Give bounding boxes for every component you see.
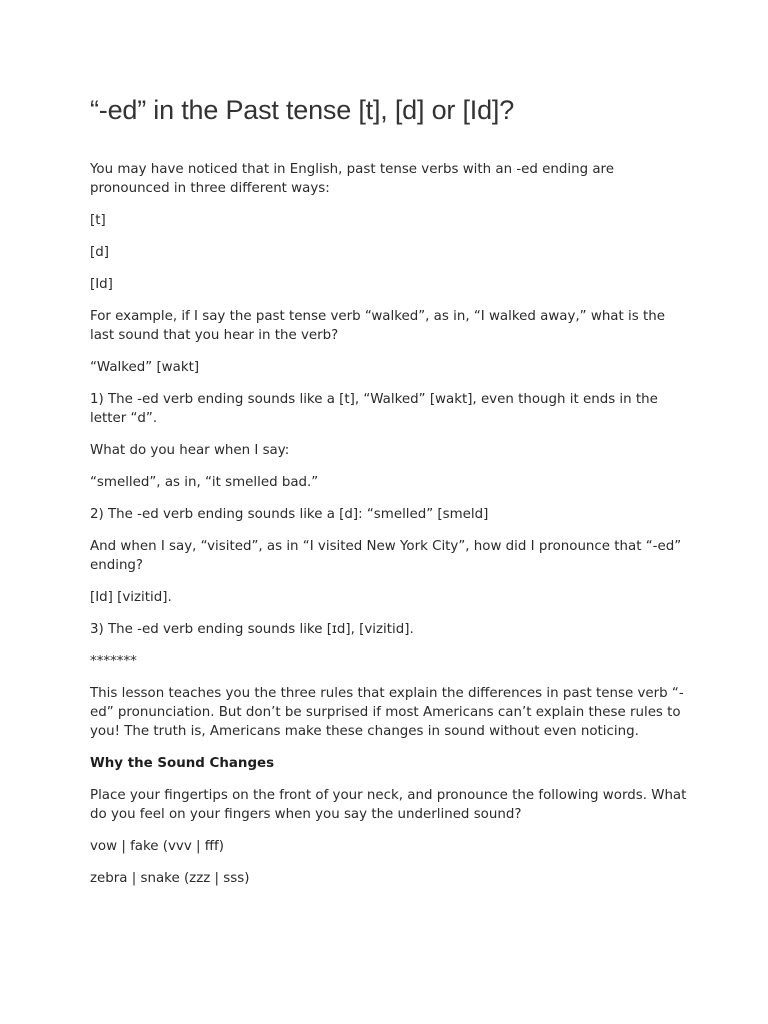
paragraph-example-z-s: zebra | snake (zzz | sss) (90, 871, 250, 886)
paragraph-example-walked: For example, if I say the past tense verb “walked”, as in, “I walked away,” what is the last sound that you hear in the verb? (90, 309, 665, 343)
paragraph-instructions: Place your fingertips on the front of your neck, and pronounce the following words. What do you feel on your fingers when you say the underlined sound? (90, 788, 687, 822)
paragraph-visited-question: And when I say, “visited”, as in “I visited New York City”, how did I pronounce that “-ed” ending? (90, 539, 682, 573)
paragraph-walked-transcription: “Walked” [wakt] (90, 360, 200, 375)
document-title: “-ed” in the Past tense [t], [d] or [Id]? (90, 95, 515, 125)
document-page (90, 93, 690, 901)
paragraph-sound-d: [d] (90, 245, 109, 260)
paragraph-sound-t: [t] (90, 213, 106, 228)
paragraph-example-v-f: vow | fake (vvv | fff) (90, 839, 224, 854)
paragraph-question: What do you hear when I say: (90, 443, 290, 458)
paragraph-visited-transcription: [Id] [vizitid]. (90, 590, 172, 605)
paragraph-sound-id: [Id] (90, 277, 113, 292)
paragraph-lesson-overview: This lesson teaches you the three rules that explain the differences in past tense verb “-ed” pronunciation. But don’t be surprised if most Americans can’t explain these rules to you! The truth is, Americans make these changes in sound without even noticing. (90, 686, 684, 739)
section-heading: Why the Sound Changes (90, 756, 275, 771)
paragraph-rule-2: 2) The -ed verb ending sounds like a [d]: “smelled” [smeld] (90, 507, 489, 522)
section-divider: ******* (90, 654, 137, 669)
paragraph-intro: You may have noticed that in English, past tense verbs with an -ed ending are pronounced in three different ways: (90, 162, 614, 196)
paragraph-rule-1: 1) The -ed verb ending sounds like a [t], “Walked” [wakt], even though it ends in the letter “d”. (90, 392, 658, 426)
paragraph-rule-3: 3) The -ed verb ending sounds like [ɪd], [vizitid]. (90, 622, 414, 637)
paragraph-smelled-example: “smelled”, as in, “it smelled bad.” (90, 475, 319, 490)
